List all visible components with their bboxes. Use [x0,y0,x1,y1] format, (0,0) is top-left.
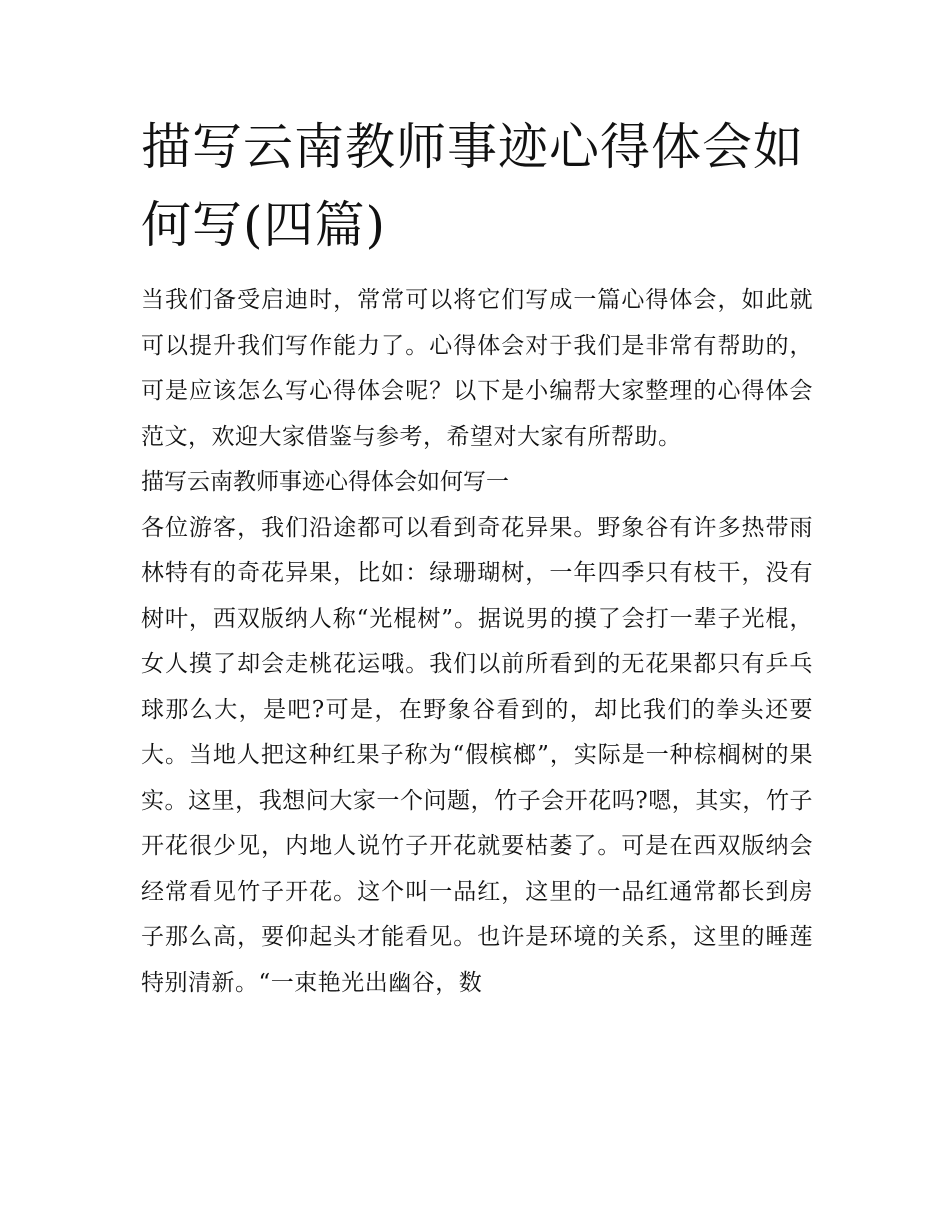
intro-paragraph: 当我们备受启迪时，常常可以将它们写成一篇心得体会，如此就可以提升我们写作能力了。心得体会对于我们是非常有帮助的，可是应该怎么写心得体会呢？以下是小编帮大家整理的心得体会范文，欢迎大家借鉴与参考，希望对大家有所帮助。 [141,287,813,450]
document-page [141,108,813,1006]
section-heading: 描写云南教师事迹心得体会如何写一 [141,469,509,495]
body-paragraph: 各位游客，我们沿途都可以看到奇花异果。野象谷有许多热带雨林特有的奇花异果，比如：绿珊瑚树，一年四季只有枝干，没有树叶，西双版纳人称“光棍树”。据说男的摸了会打一辈子光棍，女人摸了却会走桃花运哦。我们以前所看到的无花果都只有乒乓球那么大，是吧?可是，在野象谷看到的，却比我们的拳头还要大。当地人把这种红果子称为“假槟榔”，实际是一种棕榈树的果实。这里，我想问大家一个问题，竹子会开花吗?嗯，其实，竹子开花很少见，内地人说竹子开花就要枯萎了。可是在西双版纳会经常看见竹子开花。这个叫一品红，这里的一品红通常都长到房子那么高，要仰起头才能看见。也许是环境的关系，这里的睡莲特别清新。“一束艳光出幽谷，数 [141,514,813,996]
document-title: 描写云南教师事迹心得体会如何写(四篇) [141,118,804,254]
